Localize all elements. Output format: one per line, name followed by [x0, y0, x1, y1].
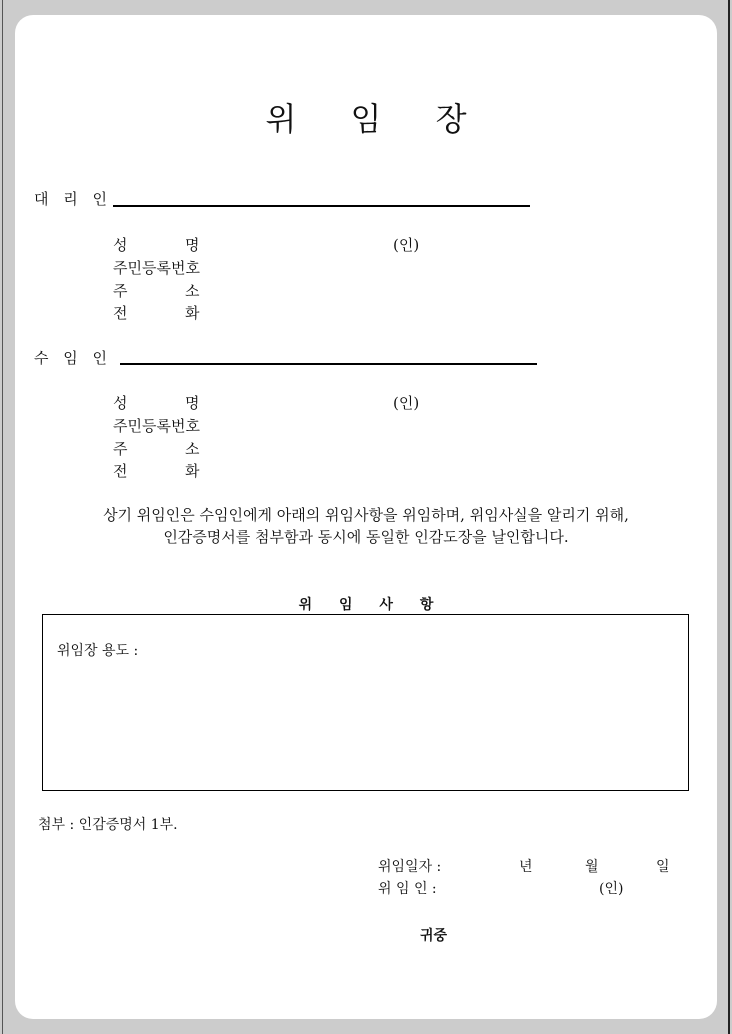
agent-phone-label-left: 전 [113, 304, 128, 322]
day-label: 일 [656, 859, 670, 875]
delegation-items-heading: 위 임 사 항 [298, 597, 434, 613]
delegation-items-box[interactable] [42, 614, 689, 791]
year-label: 년 [519, 859, 533, 875]
delegate-underline[interactable] [120, 363, 537, 365]
month-label: 월 [585, 859, 599, 875]
delegate-name-label-left: 성 [113, 394, 128, 412]
agent-address-label-left: 주 [113, 282, 128, 300]
closing-text: 귀중 [420, 928, 448, 944]
agent-name-label-right: 명 [185, 236, 200, 254]
delegate-phone-label-left: 전 [113, 462, 128, 480]
statement-line-2: 인감증명서를 첨부함과 동시에 동일한 인감도장을 날인합니다. [163, 528, 569, 546]
agent-address-label-right: 소 [185, 282, 200, 300]
agent-section-label: 대 리 인 [34, 190, 113, 208]
attachment-note: 첨부 : 인감증명서 1부. [38, 817, 178, 833]
delegate-address-label-left: 주 [113, 440, 128, 458]
delegate-phone-label-right: 화 [185, 462, 200, 480]
agent-phone-label-right: 화 [185, 304, 200, 322]
statement-line-1: 상기 위임인은 수임인에게 아래의 위임사항을 위임하며, 위임사실을 알리기 위해, [103, 506, 629, 524]
agent-id-number-label: 주민등록번호 [113, 259, 200, 277]
agent-seal-mark: (인) [393, 236, 420, 254]
delegate-section-label: 수 임 인 [34, 349, 113, 367]
delegator-label: 위 임 인 : [378, 881, 437, 897]
delegate-address-label-right: 소 [185, 440, 200, 458]
delegate-id-number-label: 주민등록번호 [113, 417, 200, 435]
delegate-name-label-right: 명 [185, 394, 200, 412]
agent-underline[interactable] [113, 205, 530, 207]
delegate-seal-mark: (인) [393, 394, 420, 412]
purpose-label: 위임장 용도 : [57, 643, 139, 659]
agent-name-label-left: 성 [113, 236, 128, 254]
date-label: 위임일자 : [378, 859, 442, 875]
page-title: 위 임 장 [265, 100, 489, 138]
delegator-seal-mark: (인) [599, 881, 624, 897]
